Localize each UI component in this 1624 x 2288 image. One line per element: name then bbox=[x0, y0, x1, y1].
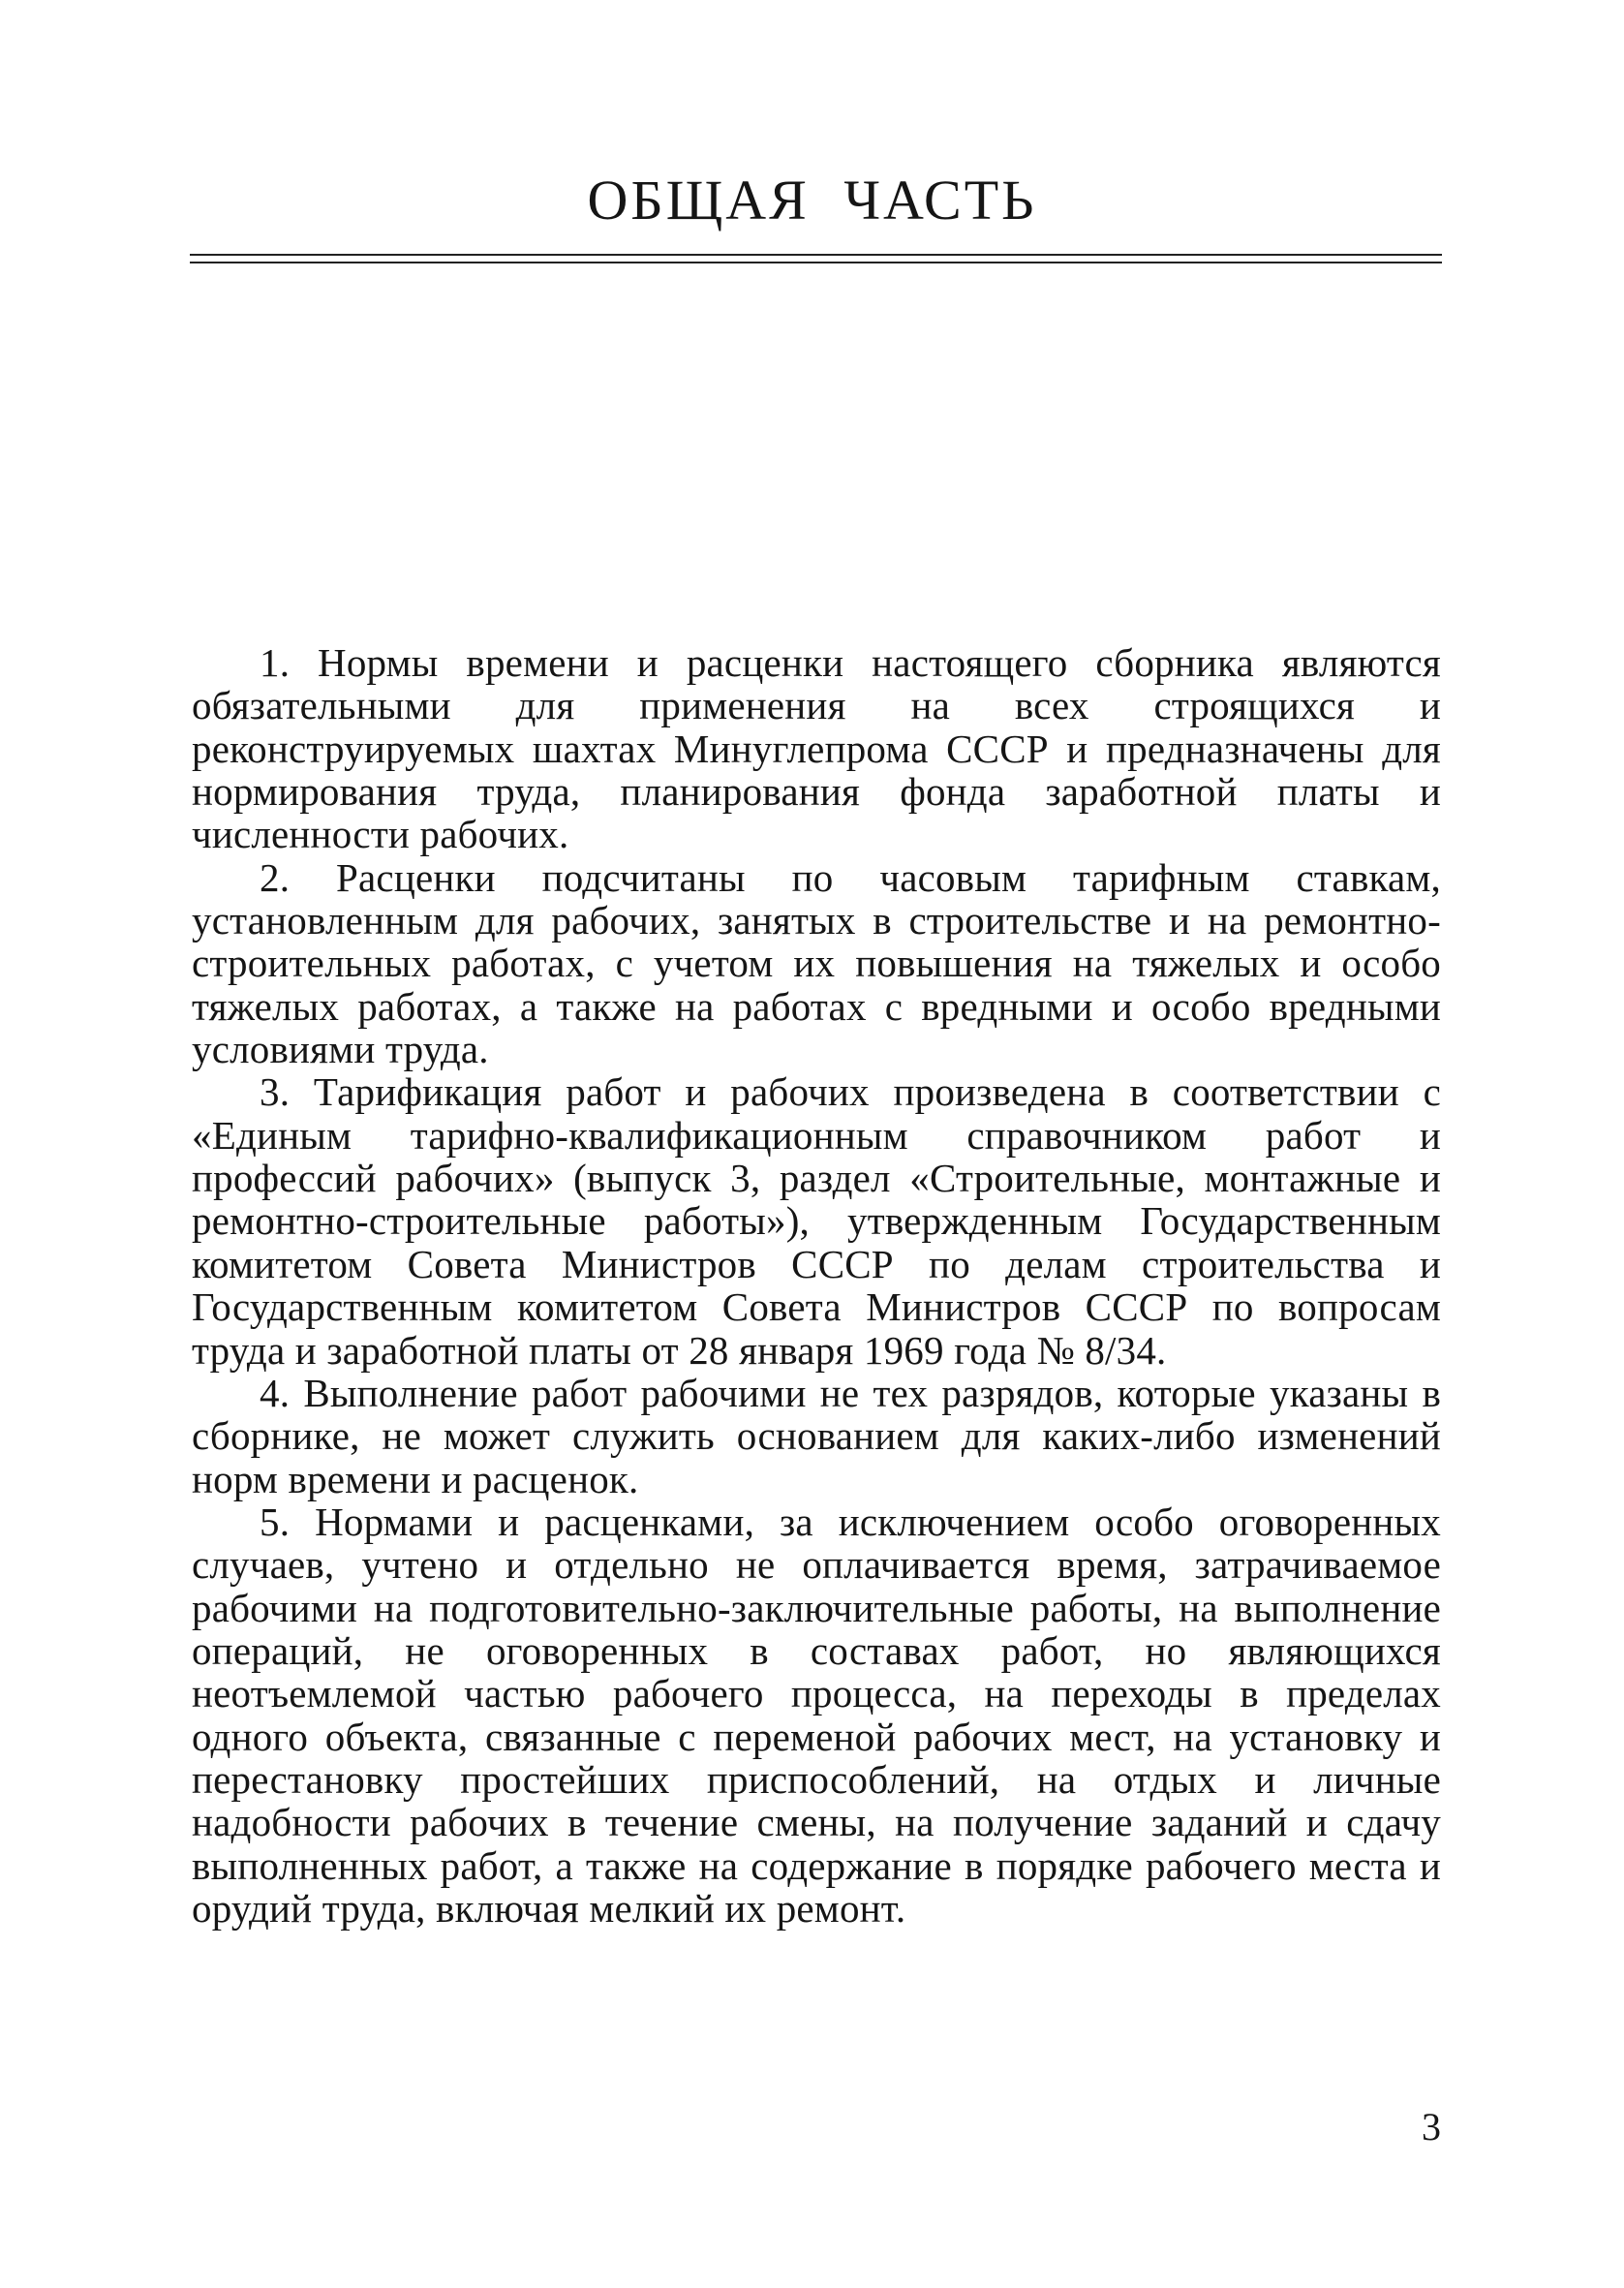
page-number: 3 bbox=[1422, 2105, 1441, 2149]
paragraph-1: 1. Нормы времени и расценки настоящего сборника являются обязательными для применения на всех строящихся и реконструируемых шахтах Минуглепрома СССР и предназначены для нормирования труда, планирования фонда заработной платы и численности рабочих. bbox=[192, 640, 1441, 857]
paragraph-3: 3. Тарификация работ и рабочих произведена в соответствии с «Единым тарифно-квалификационным справочником работ и профессий рабочих» (выпуск 3, раздел «Строительные, монтажные и ремонтно-строительные работы»), утвержденным Государственным комитетом Совета Министров СССР по делам строительства и Государственным комитетом Совета Министров СССР по вопросам труда и заработной платы от 28 января 1969 года № 8/34. bbox=[192, 1069, 1441, 1373]
body-text bbox=[192, 641, 1441, 1930]
paragraph-5: 5. Нормами и расценками, за исключением особо оговоренных случаев, учтено и отдельно не оплачивается время, затрачиваемое рабочими на подготовительно-заключительные работы, на выполнение операций, не оговоренных в составах работ, но являющихся неотъемлемой частью рабочего процесса, на переходы в пределах одного объекта, связанные с переменой рабочих мест, на установку и перестановку простейших приспособлений, на отдых и личные надобности рабочих в течение смены, на получение заданий и сдачу выполненных работ, а также на содержание в порядке рабочего места и орудий труда, включая мелкий их ремонт. bbox=[192, 1499, 1441, 1931]
paragraph-2: 2. Расценки подсчитаны по часовым тарифным ставкам, установленным для рабочих, занятых в строительстве и на ремонтно-строительных работах, с учетом их повышения на тяжелых и особо тяжелых работах, а также на работах с вредными и особо вредными условиями труда. bbox=[192, 854, 1441, 1072]
title-underline-top bbox=[190, 254, 1442, 256]
title-underline-bottom bbox=[190, 262, 1442, 263]
paragraph-4: 4. Выполнение работ рабочими не тех разрядов, которые указаны в сборнике, не может служить основанием для каких-либо изменений норм времени и расценок. bbox=[192, 1370, 1441, 1501]
page-title: ОБЩАЯ ЧАСТЬ bbox=[587, 169, 1037, 232]
